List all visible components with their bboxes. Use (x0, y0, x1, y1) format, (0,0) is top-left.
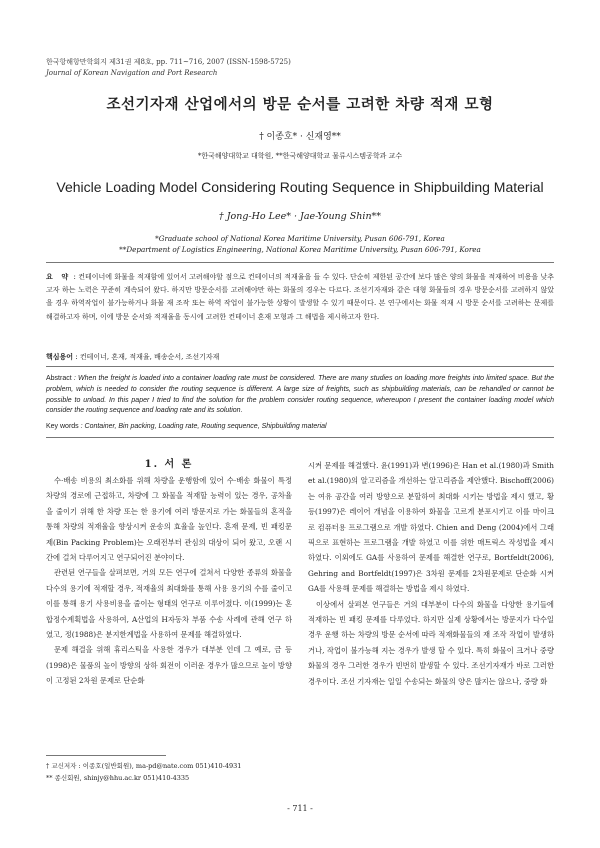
body-paragraph: 이상에서 살펴본 연구들은 거의 대부분이 다수의 화물을 다양한 용기들에 적재하는 빈 패킹 문제를 다루었다. 하지만 실제 상황에서는 방문지가 다수일 경우 운행 하는 차량의 방문 순서에 따라 적재화물들의 재 조작 작업이 발생하거나, 작업이 불가능해 지는 경우가 발생 할 수 있다. 특히 화물이 크거나 중량 화물의 경우 그러한 경우가 빈번히 발생할 수 있다. 조선기자재가 바로 그러한 경우이다. 조선 기자재는 일일 수송되는 화물의 양은 많지는 않으나, 중량 화 (308, 599, 554, 686)
abstract-korean (46, 270, 554, 324)
journal-header (46, 57, 291, 79)
keywords-english (46, 423, 554, 430)
abstract-english (46, 374, 554, 417)
journal-citation: 한국항해항만학회지 제31권 제8호, pp. 711~716, 2007 (ISSN-1598-5725) (46, 58, 291, 66)
keywords-korean (46, 352, 554, 362)
authors-korean: † 이종호* · 신재영** (259, 132, 341, 142)
keywords-korean-text: : 컨테이너, 혼재, 적재율, 배송순서, 조선기자재 (73, 353, 220, 361)
keywords-english-text: : Container, Bin packing, Loading rate, Routing sequence, Shipbuilding material (78, 423, 327, 430)
affiliation-english (0, 233, 600, 255)
footnote-corresponding-author: † 교신저자 : 이종호(일반회원), ma-pd@nate.com 051)410-4931 (46, 762, 242, 770)
keywords-english-label: Key words (46, 423, 79, 430)
footnotes (46, 760, 241, 784)
divider-middle (46, 366, 554, 367)
keywords-korean-label: 핵심용어 (46, 352, 74, 361)
divider-bottom (46, 437, 554, 438)
affiliation-english-1: *Graduate school of National Korea Maritime University, Pusan 606-791, Korea (155, 234, 445, 243)
page-number: - 711 - (287, 804, 313, 813)
body-paragraph: 시켜 문제를 해결했다. 윤(1991)과 변(1996)은 Han et al.(1980)과 Smith et al.(1980)의 알고리즘을 개선하는 알고리즘을 제안했다. Bischoff(2006)는 여유 공간을 여러 방향으로 분할하여 최대화 시키는 방법을 제시 했고, 황 등(1997)은 레이어 개념을 이용하여 화물을 고르게 분포시키고 이를 마이크로 컴퓨터용 프로그램으로 개발 하였다. Chien and Deng (2004)에서 그래픽으로 표현하는 프로그램을 개발 하였고 이를 위한 매트릭스 작성법을 제시 하였다. 이외에도 GA를 사용하여 문제를 해결한 연구로, Bortfeldt(2006), Gehring and Bortfeldt(1997)은 3차원 문제를 2차원문제로 단순화 시켜 GA를 사용해 문제를 해결하는 방법을 제시 하였다. (308, 461, 554, 594)
body-paragraph: 수·배송 비용의 최소화를 위해 차량을 운행함에 있어 수·배송 화물이 특정 차량의 경로에 근접하고, 차량에 그 화물을 적재할 능력이 있는 경우, 공차율을 줄이기 위해 한 차량 또는 한 용기에 여러 방문지로 가는 화물들의 혼적을 통해 차량의 적재율을 향상시켜 운송의 효율을 높인다. 혼재 문제, 빈 패킹문제(Bin Packing Problem)는 오래전부터 관심의 대상이 되어 왔고, 오랜 시간에 걸쳐 다루어지고 연구되어진 분야이다. (46, 476, 292, 563)
abstract-english-label: Abstract (46, 375, 72, 382)
affiliation-korean: *한국해양대학교 대학원, **한국해양대학교 물류시스템공학과 교수 (197, 152, 403, 160)
body-paragraph: 관련된 연구들을 살펴보면, 거의 모든 연구에 걸쳐서 다양한 종류의 화물을 다수의 용기에 적재할 경우, 적재율의 최대화를 통해 사용 용기의 수를 줄이고 이를 통해 용기 사용비용을 줄이는 형태의 연구로 이루어졌다. 이(1999)는 혼합정수계획법을 사용하여, A산업의 H자동차 부품 수송 사례에 관해 연구 하였고, 정(1988)은 분지한계법을 사용하여 문제를 해결하였다. (46, 568, 292, 640)
abstract-english-text: : When the freight is loaded into a container loading rate must be considered. There are many studies on loading more freights into limited space. But the problem, which is needed to consider the routing sequence is different. A large size of freights, such as shipbuilding materials, can be rehandled or cannot be possible to unload. In this paper I tried to find the solution for the problem consider routing sequence, whereupon I present the container loading model which consider the routing sequence and loading rate and its solution. (46, 375, 554, 415)
paper-title-korean: 조선기자재 산업에서의 방문 순서를 고려한 차량 적재 모형 (106, 96, 494, 113)
journal-name-en: Journal of Korean Navigation and Port Research (46, 69, 218, 77)
body-paragraph: 문제 해결을 위해 휴리스틱을 사용한 경우가 대부분 인데 그 예로, 금 등(1998)은 물품의 높이 방향의 상하 회전이 이러운 경우가 많으므로 높이 방향이 고정된 2차원 문제로 단순화 (46, 645, 292, 686)
paper-title-english: Vehicle Loading Model Considering Routing Sequence in Shipbuilding Material (56, 179, 544, 195)
authors-english: † Jong-Ho Lee* · Jae-Young Shin** (218, 211, 382, 222)
section-heading-introduction: 1. 서 론 (144, 459, 194, 470)
divider-top (46, 262, 554, 263)
body-column-left (46, 473, 292, 689)
abstract-korean-label: 요 약 (46, 272, 72, 281)
footnote-divider (46, 755, 166, 756)
body-column-right (308, 458, 554, 689)
abstract-korean-text: : 컨테이너에 화물을 적재함에 있어서 고려해야할 점으로 컨테이너의 적재율을 들 수 있다. 단순히 제한된 공간에 보다 많은 양의 화물을 적재하여 비용을 낮추고자 하는 노력은 꾸준히 계속되어 왔다. 하지만 방문순서를 고려해야만 하는 화물의 경우는 다르다. 조선기자재와 같은 대형 화물들의 경우 방문순서를 고려하지 않았을 경우 하역작업이 불가능하거나 화물 재 조작 또는 하역 작업이 불가능한 상황이 발생할 수 있기 때문이다. 본 연구에서는 화물 적재 시 방문 순서를 고려하는 문제를 해결하고자 하며, 이에 방문 순서와 적재율을 동시에 고려한 컨테이너 혼재 모형과 그 해법을 제시하고자 한다. (46, 273, 554, 321)
footnote-member: ** 종신회원, shinjy@hhu.ac.kr 051)410-4335 (46, 774, 190, 782)
affiliation-english-2: **Department of Logistics Engineering, National Korea Maritime University, Pusan 606-791, Korea (119, 245, 481, 254)
